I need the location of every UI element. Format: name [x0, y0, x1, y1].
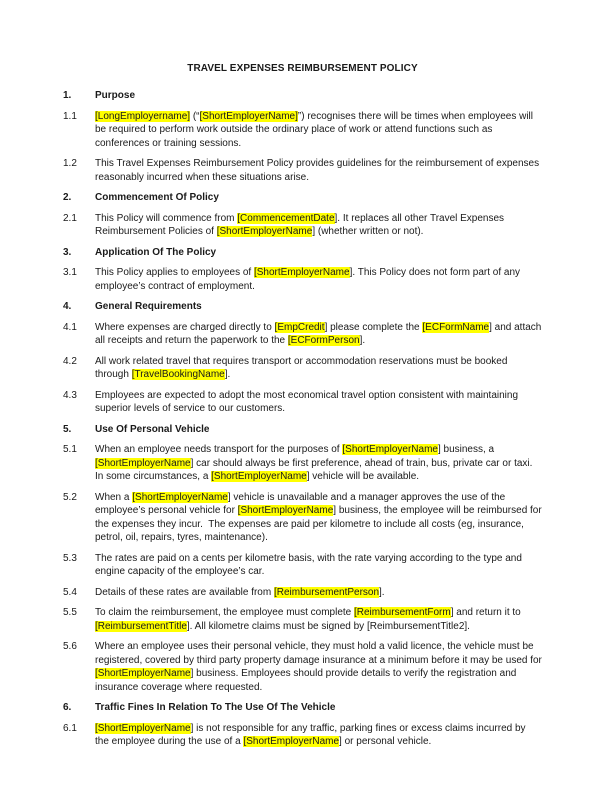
- clause-text: [95, 191, 542, 205]
- clause-number: 4.1: [63, 321, 77, 333]
- placeholder-token: [LongEmployername]: [95, 110, 191, 122]
- clause-number: 1.2: [63, 158, 77, 169]
- policy-clause: [63, 110, 542, 151]
- clause-text-run: ] business, the employee will be reimbursed for the expenses they incur. The expenses are paid per kilometre to include all costs (eg, insurance, petrol, oil, repairs, tyres, maintenance).: [95, 505, 545, 543]
- clause-text-run: Purpose: [95, 90, 136, 101]
- clause-text: [95, 722, 542, 749]
- clause-text: [95, 491, 545, 545]
- clause-text: [95, 212, 542, 239]
- policy-clause: [63, 321, 545, 348]
- clause-text-run: Application Of The Policy: [95, 246, 217, 258]
- clause-text-run: (“: [190, 110, 200, 122]
- policy-clause: [63, 389, 542, 416]
- clause-number: 4.3: [63, 389, 77, 401]
- clause-number: 4.2: [63, 355, 77, 367]
- section-heading: [63, 246, 542, 260]
- policy-clause: [63, 586, 542, 600]
- clause-number: 2.: [63, 192, 72, 203]
- clause-text-run: ] and attach all receipts and return the paperwork to the: [95, 321, 545, 346]
- clause-text-run: To claim the reimbursement, the employee must complete: [95, 607, 354, 618]
- clause-text-run: ] (whether written or not).: [312, 226, 424, 237]
- clause-text-run: ] and return it to: [450, 607, 524, 618]
- clause-text: [95, 640, 545, 694]
- clause-text: [95, 110, 542, 151]
- clause-number: 5.: [63, 423, 72, 435]
- clause-text-run: Employees are expected to adopt the most economical travel option consistent with maintaining superior levels of service to our customers.: [95, 389, 521, 414]
- clause-text-run: ].: [359, 335, 366, 346]
- clause-text-run: ]. This Policy does not form part of any employee’s contract of employment.: [95, 267, 523, 292]
- clause-number: 5.2: [63, 491, 77, 503]
- clause-text-run: Commencement Of Policy: [95, 192, 219, 203]
- policy-clause: [63, 491, 545, 545]
- clause-text: [95, 701, 542, 715]
- policy-clause: [63, 266, 542, 293]
- placeholder-token: [ShortEmployerName: [342, 444, 438, 455]
- clause-text-run: This Policy will commence from: [95, 212, 238, 224]
- section-heading: [63, 701, 542, 715]
- placeholder-token: [ShortEmployerName: [211, 471, 307, 482]
- placeholder-token: [ECFormName: [422, 321, 490, 333]
- clause-text: [95, 355, 542, 382]
- placeholder-token: [ShortEmployerName: [216, 226, 313, 237]
- clause-text-run: ] business. Employees should provide details to verify the registration and insurance coverage where requested.: [95, 668, 520, 693]
- placeholder-token: [ShortEmployerName: [132, 491, 228, 503]
- placeholder-token: [ShortEmployerName: [95, 457, 191, 469]
- clause-text-run: ] vehicle will be available.: [306, 471, 420, 482]
- policy-clause: [63, 552, 542, 579]
- clause-text-run: ] is not responsible for any traffic, parking fines or excess claims incurred by the employee during the use of a: [95, 722, 529, 747]
- clause-text: [95, 321, 545, 348]
- clause-number: 6.1: [63, 722, 77, 734]
- clause-text-run: When a: [95, 491, 133, 503]
- document-body: [63, 89, 545, 749]
- placeholder-token: [ShortEmployerName: [95, 668, 191, 679]
- clause-text-run: All work related travel that requires transport or accommodation reservations must be booked through: [95, 355, 511, 380]
- clause-text-run: Use Of Personal Vehicle: [95, 423, 210, 435]
- clause-text: [95, 246, 542, 260]
- placeholder-token: [ShortEmployerName: [237, 505, 334, 516]
- clause-text-run: ]. It replaces all other Travel Expenses Reimbursement Policies of: [95, 212, 507, 237]
- placeholder-token: [CommencementDate: [237, 212, 335, 224]
- policy-clause: [63, 443, 542, 484]
- clause-text-run: Where expenses are charged directly to: [95, 321, 275, 333]
- clause-text: [95, 389, 542, 416]
- clause-number: 3.1: [63, 267, 77, 278]
- clause-text: [95, 606, 542, 633]
- placeholder-token: [TravelBookingName: [131, 369, 225, 380]
- clause-text-run: Traffic Fines In Relation To The Use Of The Vehicle: [95, 702, 336, 713]
- clause-text-run: General Requirements: [95, 301, 202, 312]
- clause-text: [95, 89, 542, 103]
- clause-text: [95, 552, 542, 579]
- clause-number: 6.: [63, 702, 72, 713]
- clause-number: 5.5: [63, 607, 77, 618]
- placeholder-token: [ShortEmployerName: [243, 736, 340, 747]
- clause-text-run: Where an employee uses their personal vehicle, they must hold a valid licence, the vehicle must be registered, covered by third party property damage insurance at a minimum before it may be used for: [95, 641, 545, 666]
- clause-number: 4.: [63, 301, 72, 312]
- clause-text-run: ].: [224, 369, 231, 380]
- policy-clause: [63, 157, 542, 184]
- clause-text-run: This Policy applies to employees of: [95, 267, 254, 278]
- policy-clause: [63, 606, 542, 633]
- placeholder-token: [ReimbursementForm: [354, 607, 451, 618]
- clause-text-run: ] vehicle is unavailable and a manager approves the use of the employee’s personal vehicle for: [95, 491, 509, 516]
- clause-text-run: When an employee needs transport for the purposes of: [95, 444, 343, 455]
- clause-text-run: ] or personal vehicle.: [339, 736, 432, 747]
- policy-clause: [63, 355, 542, 382]
- clause-number: 1.: [63, 90, 72, 101]
- clause-text-run: The rates are paid on a cents per kilometre basis, with the rate varying according to the type and engine capacity of the employee’s car.: [95, 552, 525, 577]
- placeholder-token: [ECFormPerson: [287, 335, 360, 346]
- document-title: TRAVEL EXPENSES REIMBURSEMENT POLICY: [187, 63, 418, 74]
- clause-text-run: ”) recognises there will be times when employees will be required to perform work outside the ordinary place of work or attend functions such as conferences or training sessions.: [95, 110, 536, 149]
- clause-number: 5.3: [63, 552, 77, 564]
- placeholder-token: [EmpCredit: [274, 321, 325, 333]
- clause-number: 2.1: [63, 212, 77, 224]
- clause-text-run: ]. All kilometre claims must be signed by [ReimbursementTitle2].: [186, 620, 470, 632]
- clause-text-run: This Travel Expenses Reimbursement Policy provides guidelines for the reimbursement of expenses reasonably incurred when these situations arise.: [95, 158, 542, 183]
- clause-number: 5.4: [63, 586, 77, 598]
- clause-number: 5.6: [63, 641, 77, 652]
- section-heading: [63, 89, 542, 103]
- clause-text-run: ].: [379, 586, 385, 598]
- section-heading: [63, 300, 542, 314]
- policy-clause: [63, 212, 542, 239]
- placeholder-token: [ShortEmployerName: [253, 267, 350, 278]
- clause-number: 5.1: [63, 444, 77, 455]
- placeholder-token: [ReimbursementPerson: [273, 586, 380, 598]
- clause-text-run: ] car should always be first preference, ahead of train, bus, private car or taxi. In some circumstances, a: [95, 457, 538, 482]
- clause-text: [95, 157, 542, 184]
- clause-text: [95, 300, 542, 314]
- section-heading: [63, 423, 542, 437]
- clause-text-run: ] business, a: [437, 444, 497, 455]
- section-heading: [63, 191, 542, 205]
- placeholder-token: [ShortEmployerName: [95, 722, 191, 734]
- placeholder-token: [ShortEmployerName]: [199, 110, 298, 122]
- clause-text: [95, 443, 542, 484]
- clause-text: [95, 423, 542, 437]
- clause-text: [95, 266, 542, 293]
- policy-clause: [63, 722, 542, 749]
- clause-text-run: Details of these rates are available from: [95, 586, 274, 598]
- clause-number: 3.: [63, 246, 72, 258]
- placeholder-token: [ReimbursementTitle: [95, 620, 187, 632]
- clause-number: 1.1: [63, 110, 77, 122]
- policy-clause: [63, 640, 545, 694]
- clause-text: [95, 586, 542, 600]
- clause-text-run: ] please complete the: [324, 321, 423, 333]
